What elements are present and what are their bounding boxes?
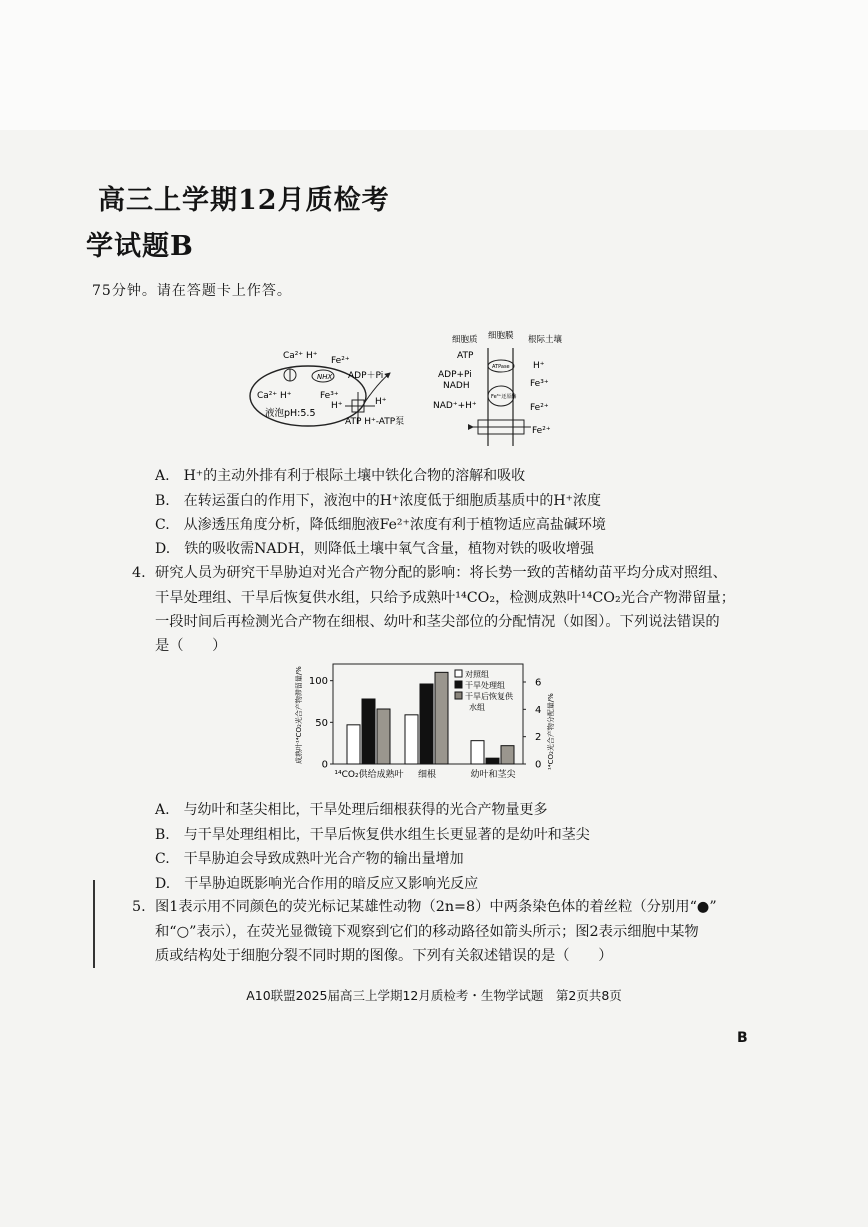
- y-tick-label-left: 100: [308, 676, 328, 688]
- q4-stem-line2: 干旱处理组、干旱后恢复供水组，只给予成熟叶¹⁴CO₂，检测成熟叶¹⁴CO₂光合产物滞留量；: [155, 590, 736, 606]
- y-tick-label-right: 2: [535, 732, 542, 744]
- scan-blank-area: [0, 0, 868, 130]
- bar-control: [405, 715, 418, 764]
- label-h-a: H⁺: [331, 401, 343, 411]
- q5-stem-line3: 质或结构处于细胞分裂不同时期的图像。下列有关叙述错误的是（ ）: [155, 948, 613, 964]
- page-footer: A10联盟2025届高三上学期12月质检考・生物学试题 第2页共8页: [246, 988, 622, 1003]
- label-cytoplasm: 细胞质: [452, 335, 478, 345]
- q3-option-b: B. 在转运蛋白的作用下，液泡中的H⁺浓度低于细胞质基质中的H⁺浓度: [155, 493, 601, 509]
- q5-number: 5.: [132, 899, 146, 915]
- iron-uptake-diagram: [245, 328, 590, 448]
- label-fe2: Fe²⁺: [331, 356, 350, 366]
- label-adp-pi: ADP+Pi: [438, 370, 472, 380]
- legend-label: 干旱后恢复供: [465, 692, 513, 701]
- q4-option-a: A. 与幼叶和茎尖相比，干旱处理后细根获得的光合产物量更多: [155, 802, 548, 818]
- label-nhx: NHX: [317, 373, 333, 381]
- y-tick-label-right: 6: [535, 677, 542, 689]
- bar-rewater: [501, 746, 514, 764]
- label-membrane: 细胞膜: [488, 331, 514, 341]
- label-h-out: H⁺: [533, 361, 545, 371]
- legend-label: 水组: [469, 703, 485, 712]
- q4-stem-line3: 一段时间后再检测光合产物在细根、幼叶和茎尖部位的分配情况（如图）。下列说法错误的: [155, 614, 720, 630]
- label-nad: NAD⁺+H⁺: [433, 401, 477, 411]
- label-atp: ATP: [457, 351, 474, 361]
- label-vacuole: 液泡pH:5.5: [265, 408, 316, 419]
- x-category-label: 幼叶和茎尖: [470, 770, 516, 780]
- label-soil: 根际土壤: [528, 335, 563, 345]
- q4-number: 4.: [132, 565, 146, 581]
- legend-label: 干旱处理组: [465, 681, 505, 690]
- q4-option-c: C. 干旱胁迫会导致成熟叶光合产物的输出量增加: [155, 851, 464, 867]
- q4-stem-line1: 研究人员为研究干旱胁迫对光合产物分配的影响：将长势一致的苦槠幼苗平均分成对照组、: [155, 565, 727, 581]
- x-category-label: ¹⁴CO₂供给成熟叶: [334, 770, 404, 780]
- q4-option-d: D. 干旱胁迫既影响光合作用的暗反应又影响光反应: [155, 876, 479, 892]
- exam-title: 高三上学期12月质检考: [98, 185, 390, 216]
- q3-option-d: D. 铁的吸收需NADH，则降低土壤中氧气含量，植物对铁的吸收增强: [155, 541, 594, 557]
- legend-label: 对照组: [465, 670, 489, 679]
- label-fe3-out: Fe³⁺: [530, 379, 549, 389]
- label-atp-pump: ATP H⁺-ATP泵: [345, 417, 405, 427]
- label-fe2-out: Fe²⁺: [530, 403, 549, 413]
- q4-stem-line4: 是（ ）: [155, 638, 227, 654]
- y-axis-label-right: ¹⁴CO₂光合产物分配量/%: [547, 693, 555, 770]
- y-tick-label-right: 0: [535, 759, 542, 771]
- label-adp: ADP＋Pi: [348, 371, 384, 381]
- bar-control: [347, 725, 360, 764]
- legend-swatch: [455, 681, 462, 688]
- bar-drought: [420, 684, 433, 764]
- q3-option-c: C. 从渗透压角度分析，降低细胞液Fe²⁺浓度有利于植物适应高盐碱环境: [155, 517, 606, 533]
- exam-note: 75分钟。请在答题卡上作答。: [92, 283, 292, 299]
- q3-option-a: A. H⁺的主动外排有利于根际土壤中铁化合物的溶解和吸收: [155, 468, 526, 484]
- label-ca-h: Ca²⁺ H⁺: [283, 351, 318, 361]
- bar-rewater: [377, 709, 390, 764]
- y-axis-label-left: 成熟叶¹⁴CO₂光合产物滞留量/%: [295, 666, 303, 764]
- label-fe3: Fe³⁺: [320, 391, 339, 401]
- legend-swatch: [455, 692, 462, 699]
- x-category-label: 细根: [417, 770, 437, 780]
- y-tick-label-left: 50: [315, 717, 328, 729]
- legend-swatch: [455, 670, 462, 677]
- bar-rewater: [435, 672, 448, 764]
- label-ca-h2: Ca²⁺ H⁺: [257, 391, 292, 401]
- y-tick-label-right: 4: [535, 704, 542, 716]
- bar-drought: [486, 758, 499, 764]
- label-atpase: ATPase: [492, 364, 510, 370]
- scan-margin-line: [93, 880, 95, 968]
- label-reductase: Fe³⁺还原酶: [491, 394, 517, 400]
- label-h-b: H⁺: [375, 397, 387, 407]
- q5-stem-line1: 图1表示用不同颜色的荧光标记某雄性动物（2n=8）中两条染色体的着丝粒（分别用“●”: [155, 899, 717, 915]
- bar-drought: [362, 699, 375, 764]
- y-tick-label-left: 0: [321, 759, 328, 771]
- bar-control: [471, 741, 484, 764]
- exam-subtitle: 学试题B: [86, 231, 194, 262]
- label-fe2-bottom: Fe²⁺: [532, 426, 551, 436]
- q4-option-b: B. 与干旱处理组相比，干旱后恢复供水组生长更显著的是幼叶和茎尖: [155, 827, 590, 843]
- photosynthate-bar-chart: [295, 660, 560, 785]
- label-nadh: NADH: [443, 381, 470, 391]
- q5-stem-line2: 和“○”表示），在荧光显微镜下观察到它们的移动路径如箭头所示；图2表示细胞中某物: [155, 924, 699, 940]
- corner-mark: B: [737, 1030, 748, 1046]
